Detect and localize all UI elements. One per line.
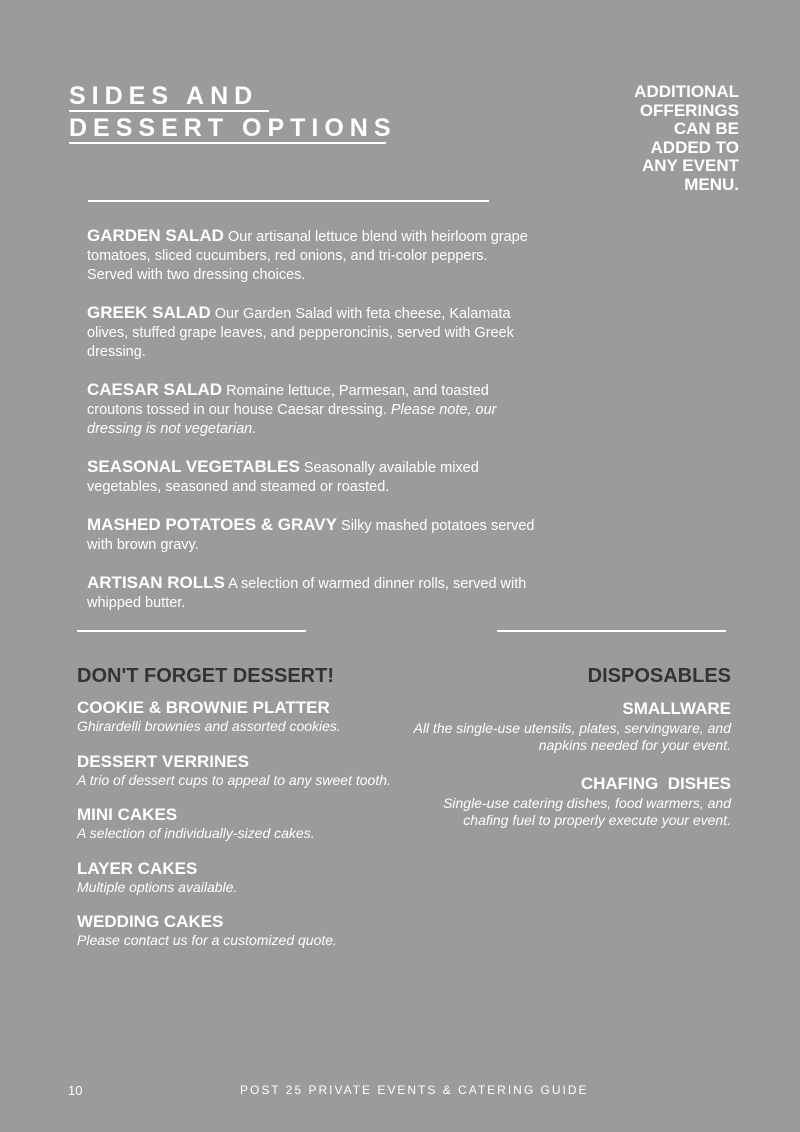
disposable-desc: All the single-use utensils, plates, servingware, and napkins needed for your event. (413, 720, 731, 753)
dessert-item (77, 859, 397, 896)
offerings-line: ADDED TO (650, 137, 739, 157)
side-name: ARTISAN ROLLS (87, 573, 225, 592)
divider-top (88, 200, 489, 202)
offerings-line: ANY EVENT (642, 156, 739, 176)
dessert-desc: A selection of individually-sized cakes. (77, 825, 315, 841)
page-number: 10 (68, 1083, 83, 1098)
side-item-greek-salad (87, 303, 537, 362)
disposable-item (401, 773, 731, 829)
side-desc: Romaine lettuce, Parmesan, and toasted croutons tossed in our house Caesar dressing. (87, 383, 489, 418)
disposables-list (401, 698, 731, 848)
dessert-name: MINI CAKES (77, 805, 178, 824)
dessert-desc: Multiple options available. (77, 878, 238, 895)
offerings-line: OFFERINGS (639, 100, 739, 120)
side-desc: A selection of warmed dinner rolls, served with whipped butter. (87, 576, 527, 611)
disposable-name: SMALLWARE (622, 699, 731, 718)
page-title-line-2: DESSERT OPTIONS (69, 114, 397, 142)
title-underline-2 (69, 142, 386, 144)
title-underline-1 (69, 110, 269, 112)
side-item-caesar-salad (87, 380, 537, 439)
side-desc: Our artisanal lettuce blend with heirloom grape tomatoes, sliced cucumbers, red onions, and tri-color peppers. Served with two dressing choices. (87, 229, 528, 283)
page-title-line-1: SIDES AND (69, 82, 259, 110)
disposable-item (401, 698, 731, 754)
disposable-desc: Single-use catering dishes, food warmers, and chafing fuel to properly execute your event. (443, 795, 731, 828)
dessert-list (77, 698, 397, 966)
side-item-seasonal-vegetables (87, 457, 537, 497)
additional-offerings-note (579, 83, 739, 195)
dessert-desc: A trio of dessert cups to appeal to any sweet tooth. (77, 771, 391, 788)
side-desc: Silky mashed potatoes served with brown gravy. (87, 518, 535, 553)
side-item-garden-salad (87, 226, 537, 285)
side-name: MASHED POTATOES & GRAVY (87, 515, 337, 534)
dessert-item (77, 698, 397, 735)
divider-disposables (497, 630, 726, 632)
dessert-name: DESSERT VERRINES (77, 751, 249, 771)
dessert-item (77, 912, 397, 949)
side-name: SEASONAL VEGETABLES (87, 457, 300, 476)
offerings-line: CAN BE (673, 119, 739, 139)
side-item-artisan-rolls (87, 573, 537, 613)
dessert-item (77, 752, 397, 789)
sides-list (87, 226, 537, 631)
dessert-name: WEDDING CAKES (77, 912, 224, 931)
side-note: Please note, our dressing is not vegetarian. (87, 402, 497, 437)
side-desc: Seasonally available mixed vegetables, seasoned and steamed or roasted. (87, 460, 479, 495)
offerings-line: ADDITIONAL (634, 82, 739, 101)
divider-dessert (77, 630, 306, 632)
side-name: GREEK SALAD (87, 303, 211, 322)
dessert-name: COOKIE & BROWNIE PLATTER (77, 698, 330, 717)
side-name: CAESAR SALAD (87, 380, 223, 399)
side-name: GARDEN SALAD (87, 226, 224, 245)
disposables-heading: DISPOSABLES (587, 665, 731, 687)
side-desc: Our Garden Salad with feta cheese, Kalamata olives, stuffed grape leaves, and pepperoncinis, served with Greek dressing. (87, 306, 514, 360)
dessert-heading: DON'T FORGET DESSERT! (77, 665, 334, 687)
dessert-item (77, 805, 397, 842)
side-item-mashed-potatoes (87, 515, 537, 555)
dessert-name: LAYER CAKES (77, 858, 198, 878)
footer-guide-title: POST 25 PRIVATE EVENTS & CATERING GUIDE (240, 1083, 589, 1097)
offerings-line: MENU. (684, 174, 739, 194)
dessert-desc: Please contact us for a customized quote. (77, 932, 337, 948)
dessert-desc: Ghirardelli brownies and assorted cookies. (77, 718, 341, 734)
disposable-name: CHAFING DISHES (580, 774, 731, 793)
